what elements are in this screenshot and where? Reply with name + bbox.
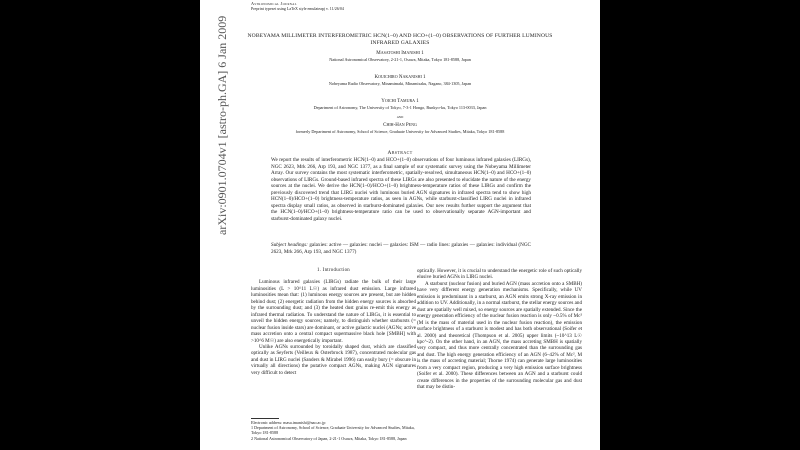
author-1: Masatoshi Imanishi 1 [376,51,424,56]
author-3: Yoichi Tamura 1 [381,99,419,104]
paper-title: NOBEYAMA MILLIMETER INTERFEROMETRIC HCN(1–0) AND HCO+(1–0) OBSERVATIONS OF FURTHER LUMINOUS INFRARED GALAXIES [247,33,553,47]
abstract-heading: Abstract [387,150,413,156]
footnote-1: 1 Department of Astronomy, School of Science, Graduate University for Advanced Studies, Mitaka, Tokyo 181-8588 [251,425,415,436]
keywords-label: Subject headings: [271,242,308,248]
arxiv-identifier: arXiv:0901.0704v1 [astro-ph.GA] 6 Jan 2009 [215,15,229,235]
affiliation-1: National Astronomical Observatory, 2-21-1, Osawa, Mitaka, Tokyo 181-8588, Japan [329,57,471,62]
footnote-2: 2 National Astronomical Observatory of Japan, 2-21-1 Osawa, Mitaka, Tokyo 181-8588, Japan [251,435,407,441]
journal-name: Astronomical Journal [251,1,297,6]
abstract-text: We report the results of interferometric HCN(1–0) and HCO+(1–0) observations of four luminous infrared galaxies (LIRGs), NGC 2623, Mrk 266, Arp 193, and NGC 1377, as a final sample of our systematic survey using the Nobeyama Millimeter Array. Our survey contains the most systematic interferometric, spatially-resolved, simultaneous HCN(1–0) and HCO+(1–0) observations of LIRGs. Ground-based infrared spectra of these LIRGs are also presented to elucidate the nature of the energy sources at the nuclei. We derive the HCN(1–0)/HCO+(1–0) brightness-temperature ratios of these LIRGs and confirm the previously discovered trend that LIRG nuclei with luminous buried AGN signatures in infrared spectra tend to show high HCN(1–0)/HCO+(1–0) brightness-temperature ratios, as seen in AGNs, while starburst-classified LIRG nuclei in infrared spectra display small ratios, as observed in starburst-dominated galaxies. Our new results further support the argument that the HCN(1–0)/HCO+(1–0) brightness-temperature ratio can be used to observationally separate AGN-important and starburst-dominated galaxy nuclei. [271,157,531,222]
paper-page [200,0,600,450]
intro-paragraph-2: Unlike AGNs surrounded by toroidally shaped dust, which are classified optically as Seyferts (Veilleux & Osterbrock 1987), concentrated molecular gas and dust in LIRG nuclei (Sanders & Mirabel 1996) can easily bury (= obscure in virtually all directions) the putative compact AGNs, making AGN signatures very difficult to detect [251,343,416,376]
preprint-note: Preprint typeset using LaTeX style emulateapj v. 11/26/04 [251,6,344,11]
footnotes [251,420,416,441]
footnote-rule [251,418,279,419]
affiliation-4: formerly Department of Astronomy, School of Science, Graduate University for Advanced Studies, Mitaka, Tokyo 181-8588 [295,129,505,134]
author-2: Kouichiro Nakanishi 1 [374,75,426,80]
author-4: Chih-Han Peng [383,123,417,128]
affiliation-2: Nobeyama Radio Observatory, Minamimaki, Minamisaku, Nagano, 384-1305, Japan [328,81,472,86]
keywords-text: galaxies: active — galaxies: nuclei — galaxies: ISM — radio lines: galaxies — galaxies: individual (NGC 2623, Mrk 266, Arp 193, and NGC 1377) [271,242,531,255]
footnote-email: Electronic address: masa.imanishi@nao.ac.jp [251,420,326,425]
and-separator: and [396,114,404,119]
affiliation-3: Department of Astronomy, The University of Tokyo, 7-3-1 Hongo, Bunkyo-ku, Tokyo 113-0033, Japan [313,105,487,110]
subject-headings [271,242,531,255]
left-column [251,268,416,376]
right-paragraph-1: optically. However, it is crucial to understand the energetic role of such optically elusive buried AGNs in LIRG nuclei. [417,268,582,281]
section-heading: 1. Introduction [316,268,350,273]
right-column [417,268,582,391]
right-paragraph-2: A starburst (nuclear fusion) and buried AGN (mass accretion onto a SMBH) have very different energy generation mechanisms. Specifically, while UV emission is predominant in a starburst, an AGN emits strong X-ray emission in addition to UV. Additionally, in a normal starburst, the stellar energy sources and dust are spatially well mixed, so energy sources are spatially extended. Since the energy generation efficiency of the nuclear fusion reaction is only ~0.5% of Mc² (M is the mass of material used in the nuclear fusion reaction), the emission surface brightness of a starburst is modest and has both observational (Soifer et al. 2000) and theoretical (Thompson et al. 2005) upper limits (~10^13 L☉ kpc^-2). On the other hand, in an AGN, the mass accreting SMBH is spatially very compact, and thus more centrally concentrated than the surrounding gas and dust. The high energy generation efficiency of an AGN (6–42% of Mc², M is the mass of accreting material; Thorne 1974) can generate large luminosities from a very compact region, producing a very high emission surface brightness (Soifer et al. 2000). These differences between an AGN and a starburst could create differences in the properties of the surrounding molecular gas and dust that may be distin- [417,280,582,391]
intro-paragraph-1: Luminous infrared galaxies (LIRGs) radiate the bulk of their large luminosities (L > 10^11 L☉) as infrared dust emission. Large infrared luminosities mean that: (1) luminous energy sources are present, but are hidden behind dust; (2) energetic radiation from the hidden energy sources is absorbed by the surrounding dust; and (3) the heated dust grains re-emit this energy as infrared thermal radiation. To understand the nature of LIRGs, it is essential to unveil the hidden energy sources; namely, to distinguish whether starbursts (= nuclear fusion inside stars) are dominant, or active galactic nuclei (AGNs; active mass accretion onto a central compact supermassive black hole [SMBH] with >10^6 M☉) are also energetically important. [251,279,416,344]
